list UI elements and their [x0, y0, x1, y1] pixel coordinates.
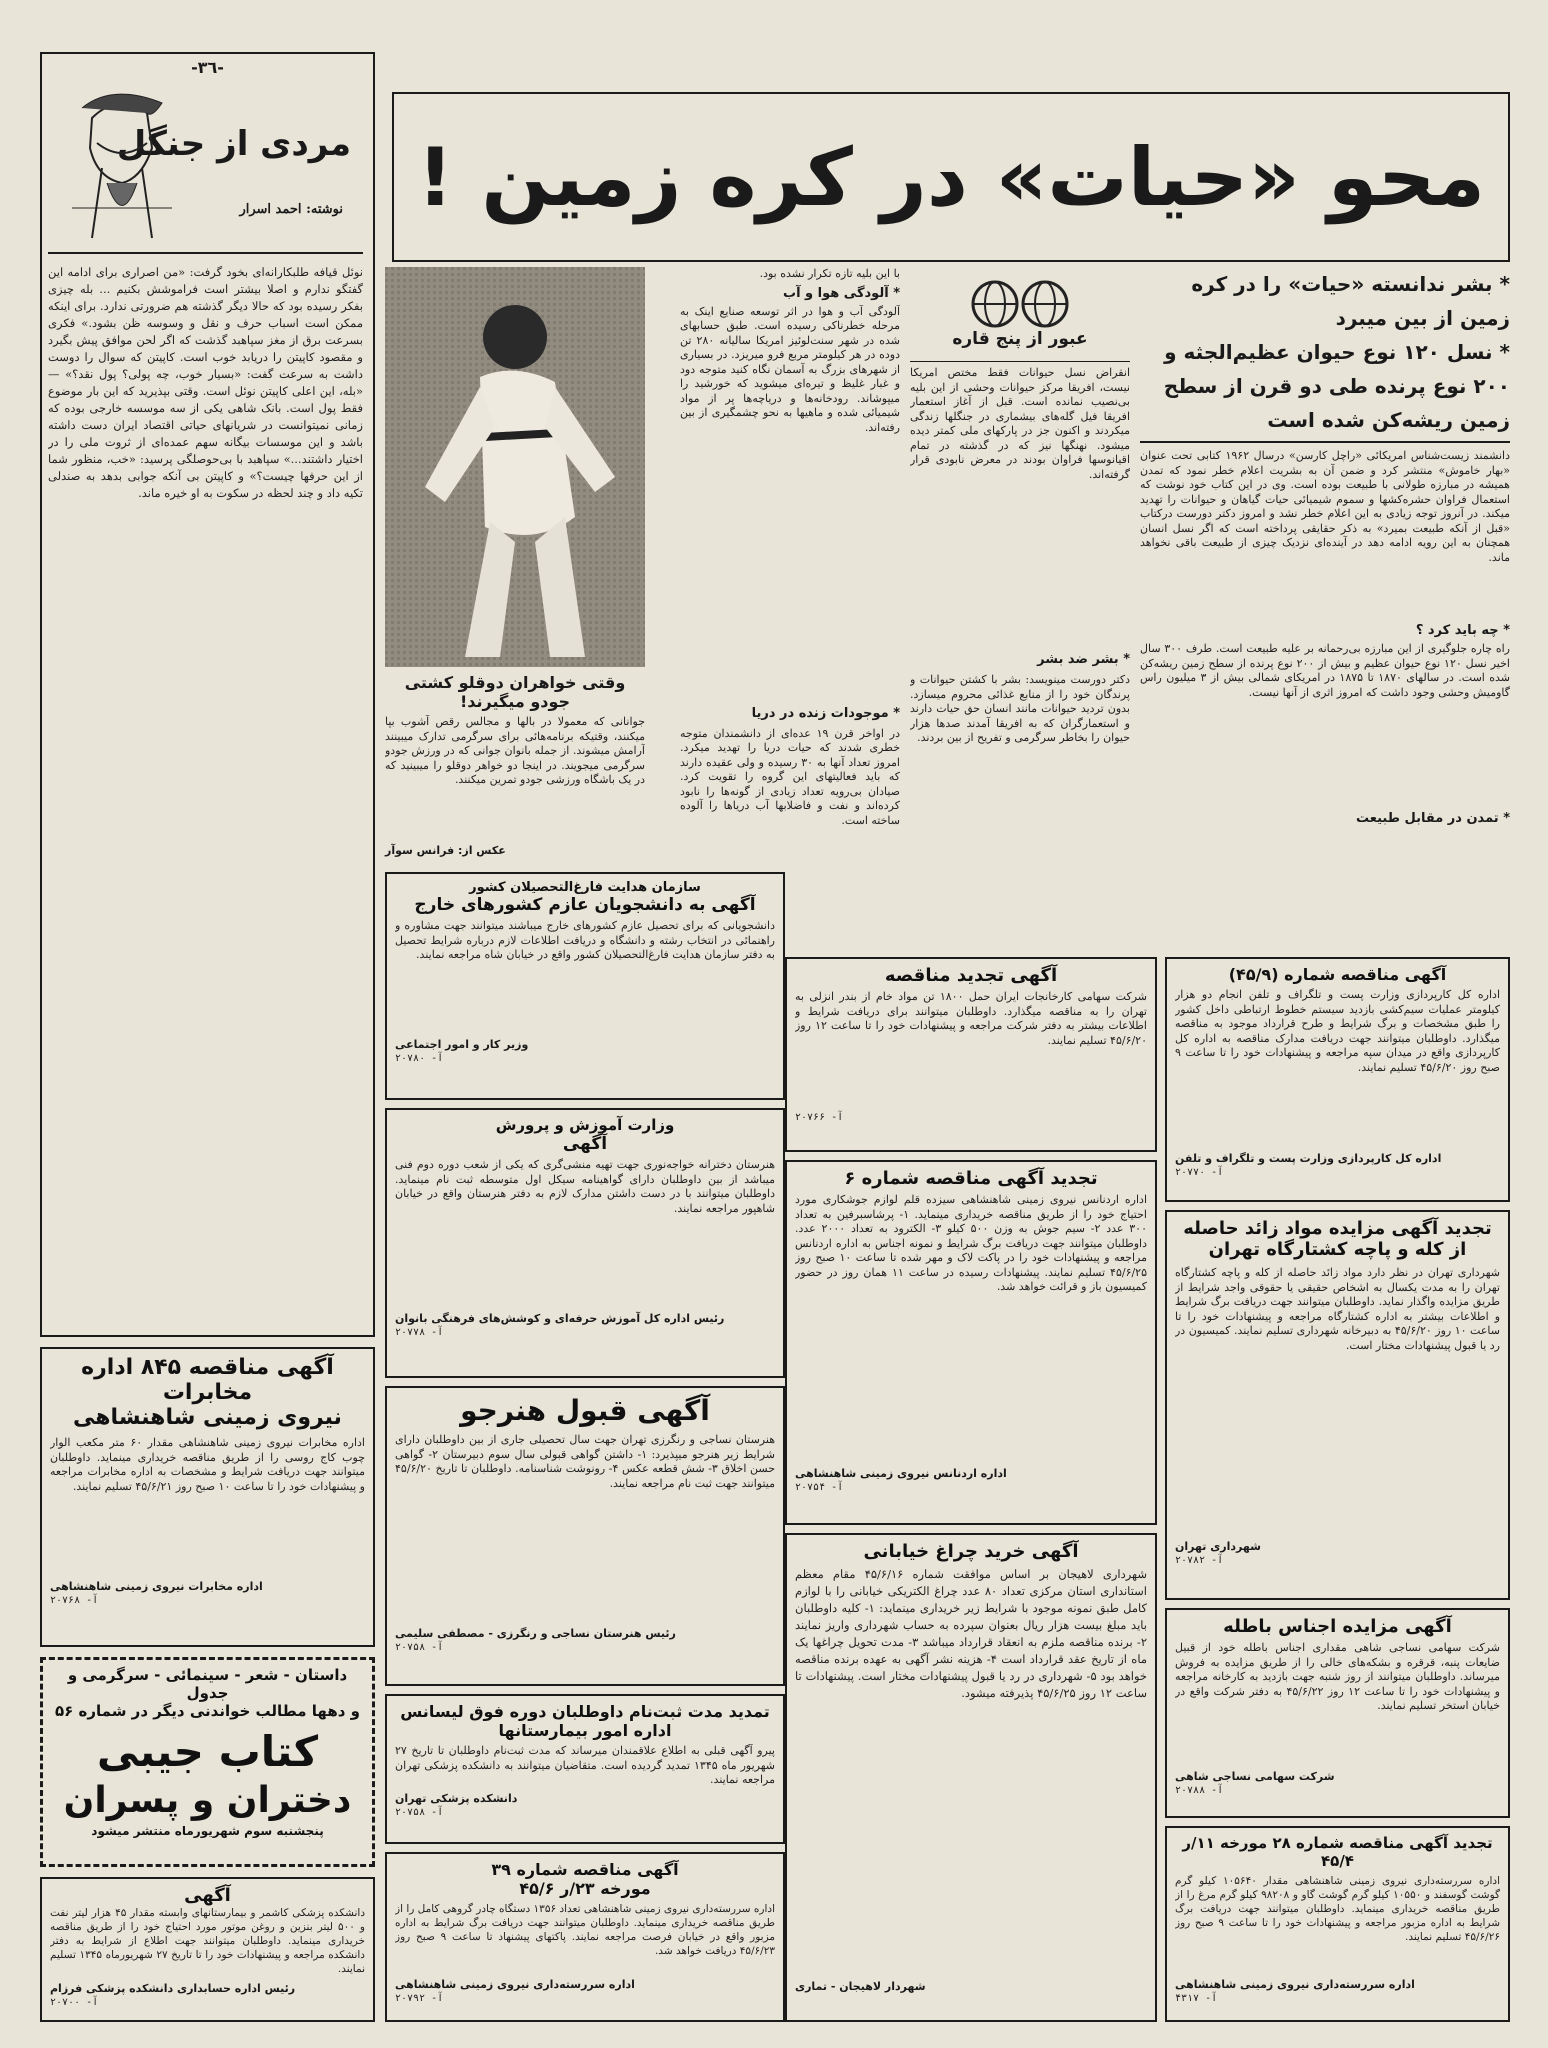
- welding-tender-ad: [785, 1160, 1157, 1525]
- lead-deck1: * بشر ندانسته «حیات» را در کره زمین از بین میبرد: [1191, 272, 1510, 330]
- post-ad-code: آ- ۲۰۷۷۰: [1175, 1167, 1224, 1178]
- scrap-auction-ad: [1165, 1608, 1510, 1818]
- lead-sub3: * بشر ضد بشر: [1037, 652, 1130, 667]
- post-ad-body: اداره کل کارپردازی وزارت پست و تلگراف و تلفن انجام دو هزار کیلومتر عملیات سیم‌کشی بازدید سیستم خطوط ارتباطی داخل کشور را طبق مشخصات و برگ شرایط و طرح قرارداد موجود به مناقصه میگذارد. داوطلبان میتوانند جهت دریافت مدارک مناقصه به اداره کل کارپردازی واقع در میدان سپه مراجعه و پیشنهادات خود را تا ساعت ۹ صبح روز ۴۵/۶/۲۰ تسلیم نمایند.: [1175, 988, 1500, 1074]
- education-ad: [385, 1108, 785, 1378]
- magazine-line2: و دهها مطالب خواندنی دیگر در شماره ۵۶: [55, 1702, 360, 1720]
- medical-ad-body: دانشکده پزشکی کاشمر و بیمارستانهای وابسته مقدار ۴۵ هزار لیتر نفت و ۵۰۰ لیتر بنزین و روغن موتور مورد احتیاج خود را از طریق مناقصه خریداری مینماید. داوطلبان میتوانند جهت اطلاع از شرایط به دفتر دانشکده مراجعه و پیشنهادات خود را تا تاریخ ۲۷ شهریورماه ۱۳۴۵ تسلیم نمایند.: [50, 1907, 365, 1975]
- post-ad-signature: اداره کل کارپردازی وزارت پست و تلگراف و تلفن: [1175, 1152, 1442, 1165]
- students-ad-title2: آگهی به دانشجویان عازم کشورهای خارج: [414, 895, 756, 915]
- photo-credit: عکس از: فرانس سوآر: [385, 844, 506, 857]
- lead-sub2: * تمدن در مقابل طبیعت: [1356, 811, 1510, 826]
- telecom-ad-code: آ- ۲۰۷۶۸: [50, 1595, 99, 1606]
- education-ad-signature: رئیس اداره کل آموزش حرفه‌ای و کوشش‌های فرهنگی بانوان: [395, 1312, 725, 1325]
- tender39-title1: آگهی مناقصه شماره ۳۹: [491, 1860, 679, 1879]
- slaughter-ad-body: شهرداری تهران در نظر دارد مواد زائد حاصله از کله و پاچه کشتارگاه تهران را به مدت یکسال به اشخاص حقیقی یا حقوقی واجد شرایط از طریق مزایده واگذار نماید. داوطلبان میتوانند جهت دریافت برگ شرایط و اطلاعات بیشتر به اداره کشتارگاه مراجعه و پیشنهادات خود را تا ساعت ۱۰ روز ۴۵/۶/۲۰ به دبیرخانه شهرداری تسلیم نمایند. کمیسیون در رد یا قبول پیشنهادات مختار است.: [1175, 1266, 1500, 1352]
- scrap-ad-signature: شرکت سهامی نساجی شاهی: [1175, 1770, 1335, 1783]
- education-ad-title2: آگهی: [562, 1134, 608, 1154]
- slaughter-ad-code: آ- ۲۰۷۸۲: [1175, 1555, 1224, 1566]
- newspaper-page: [40, 52, 1510, 2022]
- magazine-title2: دختران و پسران: [63, 1780, 352, 1821]
- lead-col2-body: انقراض نسل حیوانات فقط مختص امریکا نیست، افریقا مرکز حیوانات وحشی از این بلیه بی‌نصیب نمانده است. قبل از آغاز استعمار افریقا فیل گله‌های بیشماری در جنگلها زندگی میکردند و اکنون جز در پارکهای ملی کمتر دیده میشود. نهنگها نیز که در گذشته در تمام اقیانوسها فراوان بودند در معرض نابودی قرار گرفته‌اند.: [910, 366, 1130, 481]
- lead-col3-body2: در اواخر قرن ۱۹ عده‌ای از دانشمندان متوجه خطری شدند که حیات دریا را تهدید میکرد. امروز تعداد آنها به ۳۰ رسیده و ولی عقیده دارند که باید فعالیتهای این گروه را تقویت کرد. صیادان بی‌رویه تعداد زیادی از گونه‌ها را نابود کرده‌اند و نفت و فاضلابها آب دریاها را آلوده ساخته است.: [680, 726, 900, 827]
- welding-ad-code: آ- ۲۰۷۵۴: [795, 1482, 844, 1493]
- continents-logo: [910, 267, 1130, 362]
- telecom-tender-ad: [40, 1347, 375, 1647]
- education-ad-title1: وزارت آموزش و پرورش: [495, 1116, 675, 1134]
- telecom-ad-body: اداره مخابرات نیروی زمینی شاهنشاهی مقدار ۶۰ متر مکعب الوار چوب کاج روسی را از طریق مناقصه خریداری مینماید. داوطلبان میتوانند جهت دریافت شرایط و مشخصات به اداره مخابرات مراجعه و پیشنهادات خود را تا ساعت ۱۰ صبح روز ۴۵/۶/۲۱ تسلیم نمایند.: [50, 1436, 365, 1493]
- apprentice-ad-body: هنرستان نساجی و رنگرزی تهران جهت سال تحصیلی جاری از بین داوطلبان دارای شرایط زیر هنرجو میپذیرد: ۱- داشتن گواهی قبولی سال سوم دبیرستان ۲- گواهی حسن اخلاق ۳- شش قطعه عکس ۴- رونوشت شناسنامه. داوطلبان تا تاریخ ۴۵/۶/۲۰ میتوانند جهت ثبت نام مراجعه نمایند.: [395, 1433, 775, 1490]
- telecom-ad-title1: آگهی مناقصه ۸۴۵ اداره مخابرات: [81, 1355, 334, 1405]
- scrap-ad-code: آ- ۲۰۷۸۸: [1175, 1785, 1224, 1796]
- photo-caption-body: جوانانی که معمولا در بالها و مجالس رقص آشوب بپا میکنند، وقتیکه برنامه‌هائی برای سرگرمی تدارک میبینند آرامش میشوند. از جمله بانوان جوانی که در ورزش جودو سرگرمی میجویند. در اینجا دو خواهر دوقلو را میبینید که در یک باشگاه ورزشی جودو تمرین میکنند.: [385, 715, 645, 786]
- apprentice-ad-signature: رئیس هنرستان نساجی و رنگرزی - مصطفی سلیمی: [395, 1627, 676, 1640]
- continents-logo-text: عبور از پنج قاره: [952, 329, 1088, 349]
- medical-ad-code: آ- ۲۰۷۰۰: [50, 1997, 99, 2008]
- lead-story: [660, 267, 1510, 947]
- retender-ad-body: شرکت سهامی کارخانجات ایران حمل ۱۸۰۰ تن مواد خام از بندر انزلی به تهران را به مناقصه میگذارد. داوطلبان میتوانند برای دریافت شرایط و اطلاعات بیشتر به دفتر شرکت مراجعه و پیشنهادات خود را تا ساعت ۱۲ روز ۴۵/۶/۲۰ تسلیم نمایند.: [795, 990, 1147, 1047]
- apprentice-ad-code: آ- ۲۰۷۵۸: [395, 1642, 444, 1653]
- lead-sub5: * موجودات زنده در دریا: [751, 705, 900, 721]
- meat-ad-code: آ- ۴۳۱۷: [1175, 1993, 1218, 2004]
- page-number: -٣٦-: [191, 58, 224, 77]
- retender-ad: [785, 957, 1157, 1152]
- students-ad-title1: سازمان هدایت فارغ‌التحصیلان کشور: [469, 880, 701, 895]
- lead-col2-body2: دکتر دورست مینویسد: بشر با کشتن حیوانات و پرندگان خود را از منابع غذائی محروم میسازد. بدون تردید حیوانات مانند انسان حق حیات دارند و استعمارگران که به افریقا آمدند صدها هزار حیوان را بخاطر سرگرمی و تفریح از بین بردند.: [910, 673, 1130, 744]
- lead-sub1-body: راه چاره جلوگیری از این مبارزه بی‌رحمانه بر علیه طبیعت است. طرف ۳۰۰ سال اخیر نسل ۱۲۰ نوع حیوان عظیم و بیش از ۲۰۰ نوع پرنده از سطح زمین ریشه‌کن شده است. در سالهای ۱۸۷۰ تا ۱۸۷۵ در امریکای شمالی بیش از ۳ میلیون راس گاومیش وحشی وجود داشت که امروز اثری از آنها نیست.: [1140, 642, 1510, 699]
- medical-school-ad: [40, 1877, 375, 2022]
- telecom-ad-title2: نیروی زمینی شاهنشاهی: [73, 1405, 342, 1430]
- students-abroad-ad: [385, 872, 785, 1100]
- serial-author: نوشته: احمد اسرار: [239, 202, 343, 217]
- lamp-ad-signature: شهردار لاهیجان - تماری: [795, 1980, 926, 1993]
- magazine-line3: پنجشنبه سوم شهریورماه منتشر میشود: [91, 1824, 324, 1838]
- apprentice-ad: [385, 1386, 785, 1686]
- students-ad-body: دانشجویانی که برای تحصیل عازم کشورهای خارج میباشند میتوانند جهت مشاوره و راهنمائی در انتخاب رشته و دانشگاه و دریافت اطلاعات لازم درباره شرایط تحصیل به دفتر سازمان هدایت فارغ‌التحصیلان کشور واقع در خیابان شاه مراجعه نمایند.: [395, 919, 775, 961]
- meat-ad-signature: اداره سررسته‌داری نیروی زمینی شاهنشاهی: [1175, 1978, 1415, 1991]
- lead-col-left: [680, 267, 900, 947]
- students-ad-code: آ- ۲۰۷۸۰: [395, 1053, 444, 1064]
- lead-body: دانشمند زیست‌شناس امریکائی «راچل کارسن» درسال ۱۹۶۲ کتابی تحت عنوان «بهار خاموش» منتشر کرد و ضمن آن به بشریت اعلام خطر نمود که تمدن همیشه در مبارزه طولانی با طبیعت بوده است. وی در این کتاب خود نوشت که استعمال فراوان حشره‌کشها و سموم شیمیائی حیات گیاهان و حیوانات را تهدید میکند. در آنروز توجه زیادی به این اعلام خطر نشد و امروز دکتر دورست درکتاب «قبل از آنکه طبیعت بمیرد» به ذکر حقایقی پرداخته است که اگر نسل انسان همچنان به این رویه ادامه دهد در آینده‌ای نزدیک چیزی از طبیعت باقی نخواهد ماند.: [1140, 449, 1510, 564]
- retender-ad-title: آگهی تجدید مناقصه: [884, 965, 1058, 986]
- welding-ad-signature: اداره اردنانس نیروی زمینی شاهنشاهی: [795, 1467, 1007, 1480]
- tender39-ad: [385, 1852, 785, 2022]
- judo-photo-block: [385, 267, 645, 867]
- education-ad-body: هنرستان دخترانه خواجه‌نوری جهت تهیه منشی‌گری که یکی از شعب دوره دوم فنی میباشد از بین داوطلبان دارای گواهینامه سیکل اول متوسطه ثبت نام مینماید. داوطلبان میتوانند با در دست داشتن مدارک لازم به دفتر هنرستان واقع در خیابان شاهپور مراجعه نمایند.: [395, 1158, 775, 1215]
- medical-ad-title: آگهی: [184, 1885, 231, 1906]
- meat-ad-title: تجدید آگهی مناقصه شماره ۲۸ مورخه ۱۱/ر ۴۵/۴: [1182, 1834, 1493, 1870]
- serial-story-column: [40, 52, 375, 1337]
- tender39-body: اداره سررسته‌داری نیروی زمینی شاهنشاهی تعداد ۱۳۵۶ دستگاه چادر گروهی کامل را از طریق مناقصه خریداری مینماید. داوطلبان میتوانند جهت دریافت برگ شرایط به اداره مزبور واقع در خیابان فرصت مراجعه نمایند. پاکتهای پیشنهاد تا ساعت ۹ صبح روز ۴۵/۶/۲۳ دریافت خواهد شد.: [395, 1903, 775, 1957]
- post-ad-title: آگهی مناقصه شماره (۴۵/۹): [1228, 965, 1447, 984]
- welding-ad-body: اداره اردنانس نیروی زمینی شاهنشاهی سیزده قلم لوازم جوشکاری مورد احتیاج خود را از طریق مناقصه خریداری مینماید. ۱- پرشاسبرفین به تعداد ۳۰۰ عدد ۲- سیم جوش به وزن ۵۰۰ کیلو ۳- الکترود به تعداد ۲۰۰۰ عدد. داوطلبان میتوانند جهت دریافت برگ شرایط و نمونه اجناس به اداره اردنانس مراجعه و پیشنهادات خود را در پاکت لاک و مهر شده تا ساعت ۱۰ صبح روز ۴۵/۶/۲۵ تسلیم نمایند. پیشنهادات رسیده در ساعت ۱۱ همان روز در حضور کمیسیون باز و قرائت خواهد شد.: [795, 1193, 1147, 1293]
- judo-photo: [385, 267, 645, 667]
- slaughter-ad-signature: شهرداری تهران: [1175, 1540, 1261, 1553]
- scrap-ad-body: شرکت سهامی نساجی شاهی مقداری اجناس باطله خود از قبیل ضایعات پنبه، قرقره و بشکه‌های خالی را از طریق مزایده به فروش میرساند. داوطلبان میتوانند از روز شنبه جهت بازدید به کارخانه مراجعه و پیشنهادات خود را تا ساعت ۱۲ روز ۴۵/۶/۲۲ به دفتر شرکت واقع در خیابان استخر تسلیم نمایند.: [1175, 1641, 1500, 1712]
- headline-box: [392, 92, 1510, 262]
- lead-sub1: * چه باید کرد ؟: [1415, 623, 1510, 638]
- apprentice-ad-title: آگهی قبول هنرجو: [460, 1394, 710, 1427]
- photo-caption-title: وقتی خواهران دوقلو کشتی جودو میگیرند!: [404, 673, 626, 711]
- nursing-ad-title: تمدید مدت ثبت‌نام داوطلبان دوره فوق لیسانس اداره امور بیمارستانها: [400, 1702, 770, 1740]
- tender39-signature: اداره سررسته‌داری نیروی زمینی شاهنشاهی: [395, 1978, 635, 1991]
- lamp-ad-body: شهرداری لاهیجان بر اساس موافقت شماره ۴۵/۶/۱۶ مقام معظم استانداری استان مرکزی تعداد ۸۰ عدد چراغ الکتریکی خیابانی را با لوازم کامل طبق نمونه موجود با شرایط زیر خریداری مینماید: ۱- کلیه داوطلبان باید مبلغ بیست هزار ریال بعنوان سپرده به حساب شهرداری واریز نمایند ۲- برنده مناقصه ملزم به انعقاد قرارداد میباشد ۳- مدت تحویل چراغها یک ماه از تاریخ عقد قرارداد است ۴- هزینه نشر آگهی به عهده برنده مناقصه خواهد بود ۵- شهرداری در رد یا قبول پیشنهادات مختار است. پیشنهادات تا ساعت ۱۲ روز ۴۵/۶/۲۵ پذیرفته میشود.: [795, 1567, 1147, 1700]
- magazine-line1: داستان - شعر - سینمائی - سرگرمی و جدول: [67, 1666, 348, 1702]
- nursing-ad-body: پیرو آگهی قبلی به اطلاع علاقمندان میرساند که مدت ثبت‌نام داوطلبان تا تاریخ ۲۷ شهریور ماه ۱۳۴۵ تمدید گردیده است. متقاضیان میتوانند به دانشکده پزشکی تهران مراجعه نمایند.: [395, 1744, 775, 1786]
- portrait-illustration: [52, 88, 182, 248]
- serial-header: [48, 84, 363, 254]
- meat-ad-body: اداره سررسته‌داری نیروی زمینی شاهنشاهی مقدار ۱۰۵۶۴۰ کیلو گرم گوشت گوسفند و ۱۰۵۵۰ کیلو گرم گوشت گاو و ۹۸۲۰۸ کیلو گرم مرغ را از طریق مناقصه خریداری مینماید. داوطلبان میتوانند جهت دریافت برگ شرایط به اداره مزبور مراجعه و پیشنهادات خود را تا ساعت ۹ صبح روز ۴۵/۶/۲۶ تسلیم نمایند.: [1175, 1875, 1500, 1943]
- lead-col3-body: آلودگی آب و هوا در اثر توسعه صنایع اینک به مرحله خطرناکی رسیده است. طبق حسابهای شده در شهر سنت‌لوئیز امریکا سالیانه ۲۸۰ تن دوده در هر کیلومتر مربع فرو میریزد. در بسیاری از شهرهای بزرگ به آسمان نگاه کنید متوجه دود و غبار غلیظ و تیره‌ای میشوید که خورشید را میپوشاند. رودخانه‌ها و دریاچه‌ها پر از مواد شیمیائی شده و ماهیها به نحو چشمگیری از بین رفته‌اند.: [680, 304, 900, 434]
- education-ad-code: آ- ۲۰۷۷۸: [395, 1327, 444, 1338]
- main-headline: محو «حیات» در کره زمین !: [416, 130, 1486, 224]
- telecom-ad-signature: اداره مخابرات نیروی زمینی شاهنشاهی: [50, 1580, 263, 1593]
- telecom-post-tender-ad: [1165, 957, 1510, 1202]
- lead-sub4: * آلودگی هوا و آب: [783, 285, 900, 301]
- slaughterhouse-auction-ad: [1165, 1210, 1510, 1600]
- tender39-title2: مورخه ۲۳/ر ۴۵/۶: [519, 1879, 651, 1898]
- nursing-ad-signature: دانشکده پزشکی تهران: [395, 1792, 518, 1805]
- serial-body: نوئل قیافه طلبکارانه‌ای بخود گرفت: «من اصراری برای ادامه این گفتگو ندارم و اصلا بیشتر است فراموشش بکنیم ... بله چیزی بفکر رسیده بود که حالا دیگر گذشته هم ضرورتی ندارد. برای اینکه ممکن است اسباب حرف و نقل و وسوسه ظن بشود.» فکری بسرعت برق از مغز سپاهبد گذشت که اگر لحن موافق پیش بگیرد و مقصود کاپیتن را دریابد خوب است. کاپیتن که سوال را دوست داشت به سرعت گفت: «بسیار خوب، چه پولی؟ پول نقد؟» — «بله، این اعلی کاپیتن نوئل است. وقتی بپذیرید که این بار موضوع فقط پول است. بانک شاهی یکی از سه موسسه خارجی بوده که زمانی نمیتوانست در شریانهای حیاتی اقتصاد ایران دست داشته باشد و این موسسات بیگانه سهم عمده‌ای از ثروت ملی را در اختیار داشتند...» سپاهبد با بی‌حوصلگی پرسید: «خب، منظور شما از این حرفها چیست؟» و کاپیتن بی آنکه جوابی بدهد به صندلی تکیه داد و چند لحظه در سکوت به او خیره ماند.: [48, 265, 363, 500]
- nursing-ad-code: آ- ۲۰۷۵۸: [395, 1807, 444, 1818]
- lead-col-middle: [910, 267, 1130, 947]
- lamp-ad-title: آگهی خرید چراغ خیابانی: [863, 1541, 1079, 1562]
- street-lamp-ad: [785, 1533, 1157, 2022]
- globe-icon: [960, 279, 1080, 329]
- students-ad-signature: وزیر کار و امور اجتماعی: [395, 1038, 529, 1051]
- lead-col-right: [1140, 267, 1510, 947]
- slaughter-ad-title: تجدید آگهی مزایده مواد زائد حاصله از کله و پاچه کشتارگاه تهران: [1183, 1218, 1492, 1260]
- serial-title: مردی از جنگل: [116, 124, 351, 164]
- nursing-registration-ad: [385, 1694, 785, 1844]
- lead-col3-intro: با این بلیه تازه تکرار نشده بود.: [759, 267, 900, 280]
- meat-tender-ad: [1165, 1826, 1510, 2022]
- lead-deck2: * نسل ۱۲۰ نوع حیوان عظیم‌الجثه و ۲۰۰ نوع پرنده طی دو قرن از سطح زمین ریشه‌کن شده است: [1140, 335, 1510, 443]
- magazine-title1: کتاب جیبی: [96, 1727, 319, 1776]
- welding-ad-title: تجدید آگهی مناقصه شماره ۶: [844, 1168, 1098, 1189]
- retender-ad-code: آ- ۲۰۷۶۶: [795, 1112, 844, 1123]
- tender39-code: آ- ۲۰۷۹۲: [395, 1993, 444, 2004]
- medical-ad-signature: رئیس اداره حسابداری دانشکده پزشکی فرزام: [50, 1982, 296, 1995]
- magazine-ad: [40, 1657, 375, 1867]
- scrap-ad-title: آگهی مزایده اجناس باطله: [1223, 1616, 1452, 1637]
